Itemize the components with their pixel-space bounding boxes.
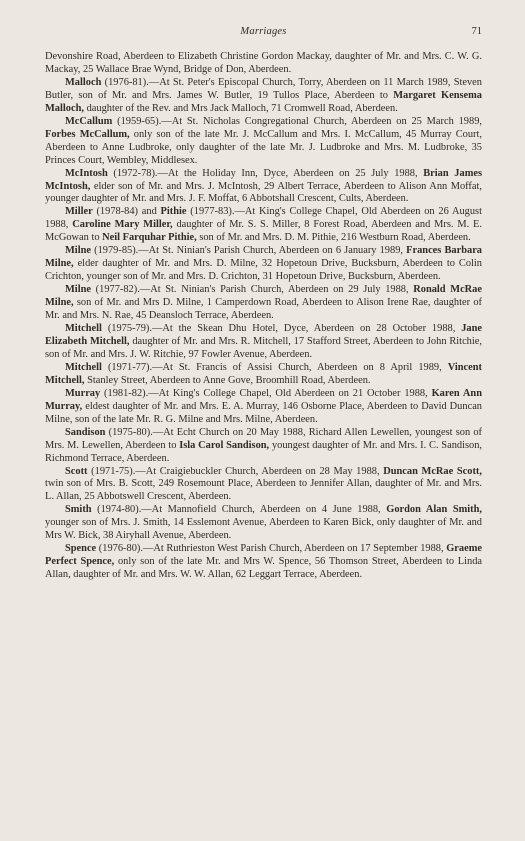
entry-surname: McCallum <box>65 115 113 127</box>
marriage-entry <box>45 388 482 427</box>
former-pupil-name: Karen Ann Murray, <box>45 387 482 412</box>
marriage-entry <box>45 323 482 362</box>
entry-text: son of Mr. and Mrs. D. M. Pithie, 216 Westburn Road, Aberdeen. <box>196 232 471 244</box>
former-pupil-name: Gordon Alan Smith, <box>386 504 482 516</box>
entry-surname: Murray <box>65 387 101 399</box>
marriage-entry <box>45 168 482 207</box>
entry-surname: Spence <box>65 543 97 555</box>
entry-surname: Miller <box>65 206 93 218</box>
entry-text: elder daughter of Mr. and Mrs. D. Milne, 32 Hopetoun Drive, Bucksburn, Aberdeen to Colin Crichton, younger son of Mr. and Mrs. D. Crichton, 31 Hopetoun Drive, Bucksburn, Aberdeen. <box>45 258 482 283</box>
former-pupil-name: Isla Carol Sandison, <box>179 439 270 451</box>
page-header <box>45 22 482 44</box>
entry-text: youngest daughter of Mr. and Mrs. I. C. Sandison, Richmond Terrace, Aberdeen. <box>45 439 483 464</box>
former-pupil-name: Forbes McCallum, <box>45 128 130 140</box>
entry-text: twin son of Mrs. B. Scott, 249 Rosemount Place, Aberdeen to Jennifer Allan, daughter of Mr. and Mrs. L. Allan, 25 Abbotswell Crescent, Aberdeen. <box>45 478 482 503</box>
entry-surname: Mitchell <box>65 323 102 335</box>
entry-text: (1981-82).—At King's College Chapel, Old Aberdeen on 21 October 1988, <box>100 387 432 399</box>
marriage-entry <box>45 77 482 116</box>
former-pupil-name: Jane Elizabeth Mitchell, <box>45 323 482 347</box>
marriage-entry <box>45 245 482 284</box>
entry-text: (1971-75).—At Craigiebuckler Church, Aberdeen on 28 May 1988, <box>87 465 384 477</box>
entry-surname: Smith <box>65 504 92 516</box>
marriage-entry <box>45 284 482 323</box>
marriage-entry <box>45 543 482 582</box>
entry-text: (1972-78).—At the Holiday Inn, Dyce, Aberdeen on 25 July 1988, <box>107 167 424 179</box>
former-pupil-name: Caroline Mary Miller, <box>72 219 173 231</box>
entry-text: only son of the late Mr. J. McCallum and Mrs. I. McCallum, 45 Murray Court, Aberdeen to Anne Ludbroke, only daughter of the late Mr. J. Ludbroke and Mrs. M. Ludbroke, 35 Princes Court, Wembley, Middlesex. <box>45 128 482 166</box>
entry-text: (1974-80).—At Mannofield Church, Aberdeen on 4 June 1988, <box>91 504 387 516</box>
entry-text: Stanley Street, Aberdeen to Anne Gove, Broomhill Road, Aberdeen. <box>84 374 371 386</box>
entry-text: (1959-65).—At St. Nicholas Congregational Church, Aberdeen on 25 March 1989, <box>112 115 482 127</box>
entry-text: (1977-83).—At King's College Chapel, Old Aberdeen on 26 August 1988, <box>45 206 482 231</box>
former-pupil-name: Vincent Mitchell, <box>45 361 482 386</box>
marriage-entry <box>45 504 482 543</box>
entry-text: (1976-81).—At St. Peter's Episcopal Church, Torry, Aberdeen on 11 March 1989, Steven Butler, son of Mr. and Mrs. James W. Butler, 19 Tullos Place, Aberdeen to <box>45 76 482 101</box>
marriage-entry <box>45 427 482 466</box>
entry-text: daughter of the Rev. and Mrs Jack Malloch, 71 Cromwell Road, Aberdeen. <box>83 102 398 114</box>
former-pupil-name: Duncan McRae Scott, <box>383 465 482 477</box>
entry-surname: Milne <box>65 245 91 257</box>
former-pupil-name: Margaret Kensema Malloch, <box>45 89 482 114</box>
marriage-entry <box>45 206 482 245</box>
entry-surname: Scott <box>65 465 88 477</box>
entry-text: (1978-84) and <box>92 206 161 218</box>
entry-surname: Milne <box>65 284 91 296</box>
former-pupil-name: Frances Barbara Milne, <box>45 245 482 270</box>
entry-text: only son of the late Mr. and Mrs W. Spence, 56 Thomson Street, Aberdeen to Linda Allan, daughter of Mr. and Mrs. W. W. Allan, 62 Leggart Terrace, Aberdeen. <box>45 556 482 581</box>
entry-surname: McIntosh <box>65 167 108 179</box>
entry-text: eldest daughter of Mr. and Mrs. E. A. Murray, 146 Osborne Place, Aberdeen to David Duncan Milne, son of the late Mr. R. G. Milne and Mrs. Milne, Aberdeen. <box>45 400 482 425</box>
entry-text: Devonshire Road, Aberdeen to Elizabeth Christine Gordon Mackay, daughter of Mr. and Mrs. C. W. G. Mackay, 25 Wallace Brae Wynd, Bridge of Don, Aberdeen. <box>45 51 482 75</box>
entry-text: (1975-79).—At the Skean Dhu Hotel, Dyce, Aberdeen on 28 October 1988, <box>101 323 462 335</box>
entry-surname: Malloch <box>65 76 102 88</box>
entry-text: elder son of Mr. and Mrs. J. McIntosh, 29 Albert Terrace, Aberdeen to Alison Ann Moffat, younger daughter of Mr. and Mrs. J. F. Moffat, 6 Abbotshall Crescent, Cults, Aberdeen. <box>45 180 482 205</box>
marriage-entry <box>45 466 482 505</box>
entry-text: (1977-82).—At St. Ninian's Parish Church, Aberdeen on 29 July 1988, <box>90 284 414 296</box>
entry-surname: Mitchell <box>65 361 102 373</box>
entry-text: (1979-85).—At St. Ninian's Parish Church, Aberdeen on 6 January 1989, <box>90 245 407 257</box>
entry-text: daughter of Mr. and Mrs. R. Mitchell, 17 Stafford Street, Aberdeen to John Ritchie, son of Mr. and Mrs. J. W. Ritchie, 97 Fowler Avenue, Aberdeen. <box>45 335 482 360</box>
entry-surname: Sandison <box>65 426 106 438</box>
entry-text: daughter of Mr. S. S. Miller, 8 Forest Road, Aberdeen and Mrs. M. E. McGowan to <box>45 219 482 244</box>
marriage-entry-continued <box>45 51 482 77</box>
former-pupil-name: Brian James McIntosh, <box>45 167 483 192</box>
entry-text: (1971-77).—At St. Francis of Assisi Church, Aberdeen on 8 April 1989, <box>101 361 448 373</box>
page-number: 71 <box>471 26 482 37</box>
entry-surname-second: Pithie <box>160 206 187 218</box>
entry-text: younger son of Mrs. J. Smith, 14 Esslemont Avenue, Aberdeen to Karen Bick, only daughter of Mr. and Mrs W. Bick, 38 Airyhall Avenue, Aberdeen. <box>45 517 482 542</box>
entry-text: (1976-80).—At Ruthrieston West Parish Church, Aberdeen on 17 September 1988, <box>96 543 447 555</box>
marriage-entry <box>45 362 482 388</box>
running-head: Marriages <box>240 26 287 37</box>
marriages-list <box>45 51 482 582</box>
entry-text: (1975-80).—At Echt Church on 20 May 1988, Richard Allen Lewellen, youngest son of Mrs. M. Lewellen, Aberdeen to <box>45 426 482 451</box>
marriage-entry <box>45 116 482 168</box>
former-pupil-name: Ronald McRae Milne, <box>45 284 482 309</box>
former-pupil-name: Neil Farquhar Pithie, <box>102 232 197 244</box>
entry-text: son of Mr. and Mrs D. Milne, 1 Camperdown Road, Aberdeen to Alison Irene Rae, daughter of Mr. and Mrs. N. Rae, 45 Deansloch Terrace, Aberdeen. <box>45 297 482 322</box>
former-pupil-name: Graeme Perfect Spence, <box>45 543 482 568</box>
